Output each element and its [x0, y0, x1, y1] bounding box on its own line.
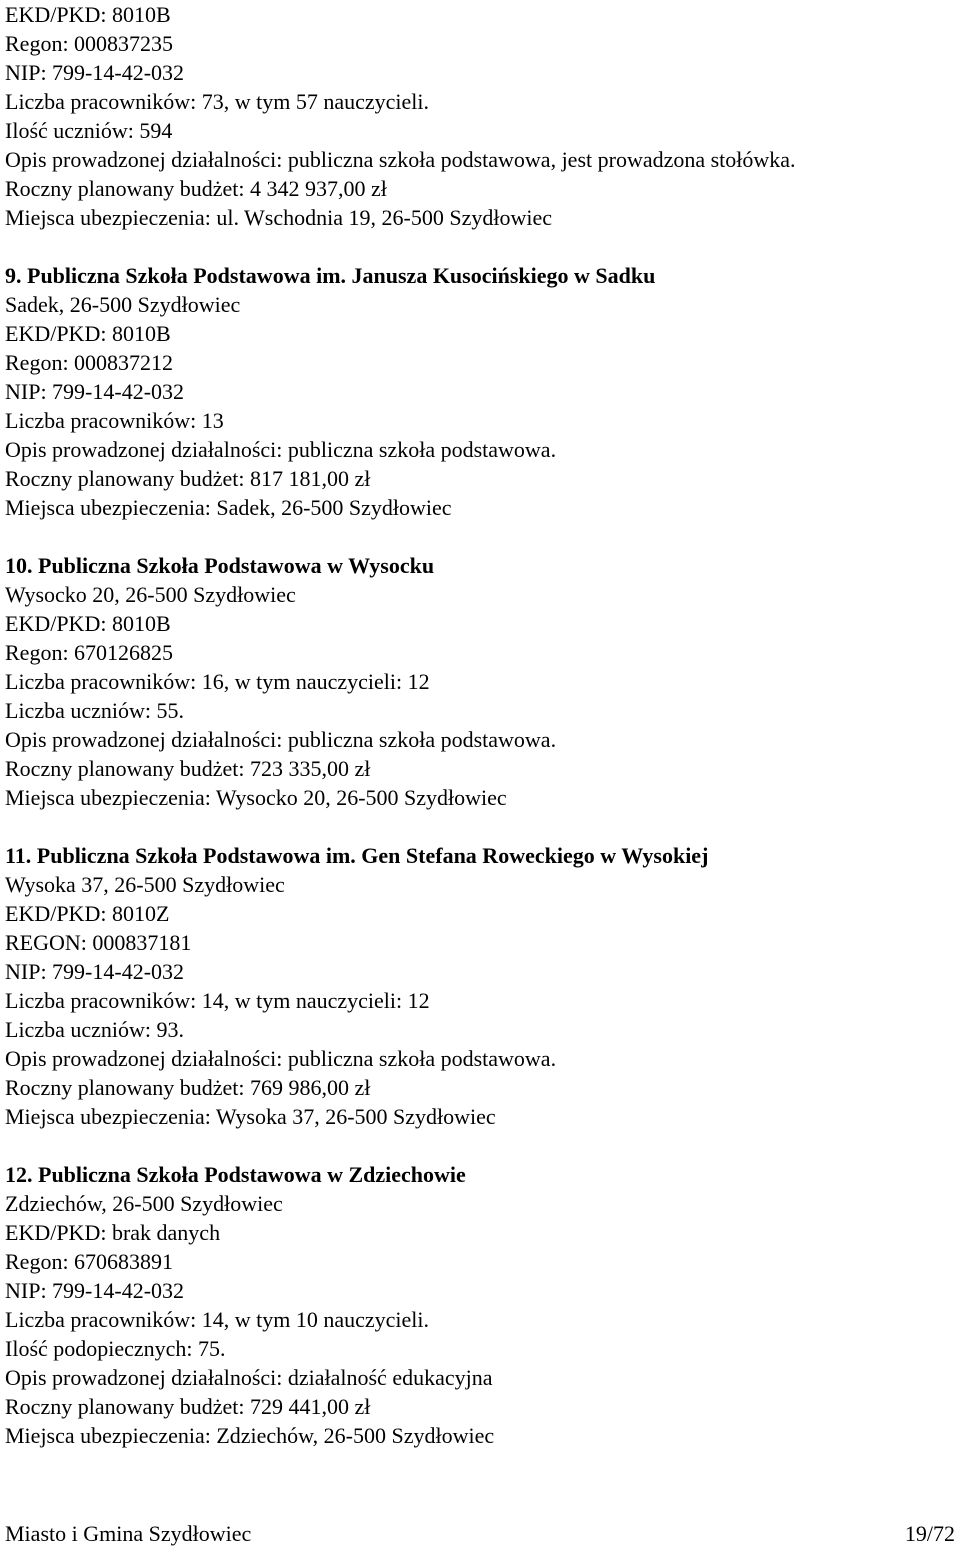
annual-budget: Roczny planowany budżet: 817 181,00 zł — [5, 466, 371, 491]
regon: Regon: 670683891 — [5, 1249, 174, 1274]
insurance-location: Miejsca ubezpieczenia: Zdziechów, 26-500 Szydłowiec — [5, 1423, 495, 1448]
ekd-pkd: EKD/PKD: brak danych — [5, 1220, 221, 1245]
nip: NIP: 799-14-42-032 — [5, 60, 185, 85]
annual-budget: Roczny planowany budżet: 729 441,00 zł — [5, 1394, 371, 1419]
nip: NIP: 799-14-42-032 — [5, 379, 185, 404]
insurance-location: Miejsca ubezpieczenia: Wysocko 20, 26-500 Szydłowiec — [5, 785, 507, 810]
activity-description: Opis prowadzonej działalności: działalność edukacyjna — [5, 1365, 493, 1390]
section-11 — [5, 841, 955, 1131]
ekd-pkd: EKD/PKD: 8010B — [5, 611, 171, 636]
ekd-pkd: EKD/PKD: 8010Z — [5, 901, 170, 926]
employee-count: Liczba pracowników: 14, w tym nauczycieli: 12 — [5, 988, 430, 1013]
insurance-location: Miejsca ubezpieczenia: Wysoka 37, 26-500 Szydłowiec — [5, 1104, 496, 1129]
activity-description: Opis prowadzonej działalności: publiczna szkoła podstawowa. — [5, 727, 557, 752]
section-heading: 9. Publiczna Szkoła Podstawowa im. Janusza Kusocińskiego w Sadku — [5, 263, 656, 288]
top-block — [5, 0, 955, 232]
student-count: Ilość uczniów: 594 — [5, 118, 173, 143]
address: Sadek, 26-500 Szydłowiec — [5, 292, 241, 317]
employee-count: Liczba pracowników: 14, w tym 10 nauczycieli. — [5, 1307, 429, 1332]
ward-count: Ilość podopiecznych: 75. — [5, 1336, 226, 1361]
section-9 — [5, 261, 955, 522]
regon: Regon: 000837235 — [5, 31, 174, 56]
ekd-pkd: EKD/PKD: 8010B — [5, 2, 171, 27]
section-10 — [5, 551, 955, 812]
nip: NIP: 799-14-42-032 — [5, 1278, 185, 1303]
section-heading: 11. Publiczna Szkoła Podstawowa im. Gen Stefana Roweckiego w Wysokiej — [5, 843, 709, 868]
insurance-location: Miejsca ubezpieczenia: ul. Wschodnia 19, 26-500 Szydłowiec — [5, 205, 552, 230]
section-12 — [5, 1160, 955, 1450]
activity-description: Opis prowadzonej działalności: publiczna szkoła podstawowa. — [5, 437, 557, 462]
activity-description: Opis prowadzonej działalności: publiczna szkoła podstawowa. — [5, 1046, 557, 1071]
student-count: Liczba uczniów: 93. — [5, 1017, 184, 1042]
page-number: 19/72 — [904, 1521, 955, 1546]
address: Wysocko 20, 26-500 Szydłowiec — [5, 582, 296, 607]
address: Wysoka 37, 26-500 Szydłowiec — [5, 872, 285, 897]
address: Zdziechów, 26-500 Szydłowiec — [5, 1191, 283, 1216]
student-count: Liczba uczniów: 55. — [5, 698, 184, 723]
annual-budget: Roczny planowany budżet: 723 335,00 zł — [5, 756, 371, 781]
section-heading: 10. Publiczna Szkoła Podstawowa w Wysocku — [5, 553, 435, 578]
employee-count: Liczba pracowników: 13 — [5, 408, 224, 433]
section-heading: 12. Publiczna Szkoła Podstawowa w Zdziechowie — [5, 1162, 466, 1187]
activity-description: Opis prowadzonej działalności: publiczna szkoła podstawowa, jest prowadzona stołówka. — [5, 147, 796, 172]
annual-budget: Roczny planowany budżet: 4 342 937,00 zł — [5, 176, 387, 201]
footer-municipality: Miasto i Gmina Szydłowiec — [5, 1521, 252, 1546]
regon: Regon: 670126825 — [5, 640, 174, 665]
employee-count: Liczba pracowników: 16, w tym nauczycieli: 12 — [5, 669, 430, 694]
employee-count: Liczba pracowników: 73, w tym 57 nauczycieli. — [5, 89, 429, 114]
nip: NIP: 799-14-42-032 — [5, 959, 185, 984]
regon: Regon: 000837212 — [5, 350, 174, 375]
regon: REGON: 000837181 — [5, 930, 192, 955]
ekd-pkd: EKD/PKD: 8010B — [5, 321, 171, 346]
insurance-location: Miejsca ubezpieczenia: Sadek, 26-500 Szydłowiec — [5, 495, 452, 520]
document-page — [5, 0, 955, 1450]
annual-budget: Roczny planowany budżet: 769 986,00 zł — [5, 1075, 371, 1100]
page-footer — [5, 1519, 955, 1548]
